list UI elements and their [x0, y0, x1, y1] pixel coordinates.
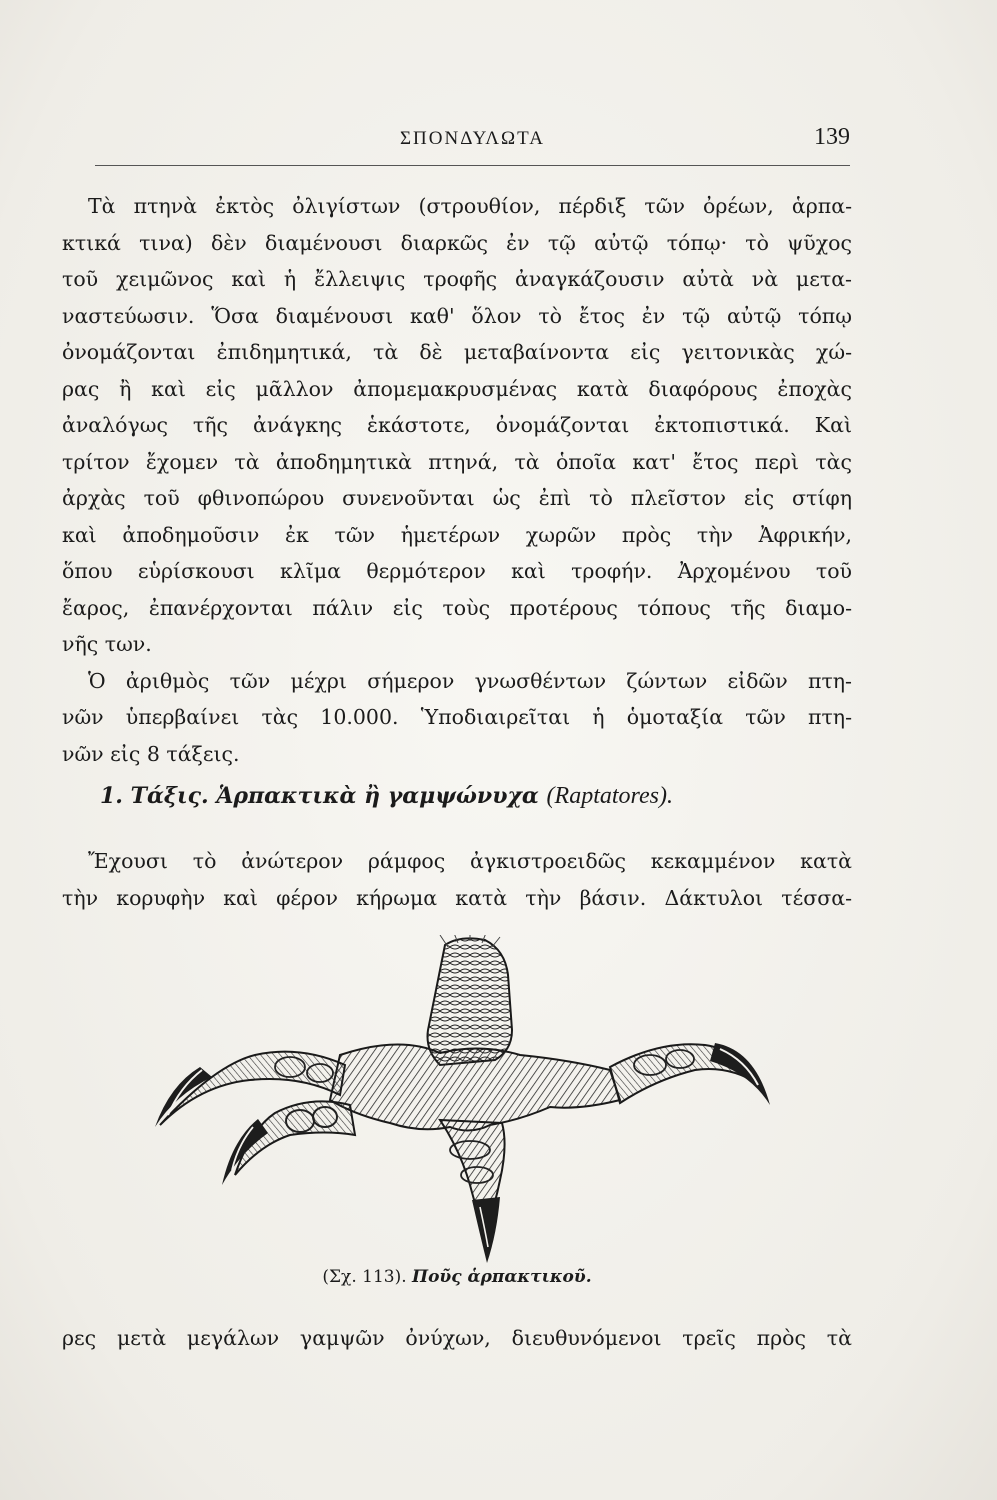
page-number: 139: [814, 124, 850, 150]
text-line: ναστεύωσιν. Ὅσα διαμένουσι καθ' ὅλον τὸ ἔτος ἐν τῷ αὐτῷ τόπῳ: [62, 303, 852, 328]
text-line: καὶ ἀποδημοῦσιν ἐκ τῶν ἡμετέρων χωρῶν πρὸς τὴν Ἀφρικήν,: [62, 522, 852, 547]
caption-number: (Σχ. 113).: [322, 1267, 407, 1287]
text-line: ὅπου εὑρίσκουσι κλῖμα θερμότερον καὶ τροφήν. Ἀρχομένου τοῦ: [62, 559, 852, 583]
paragraph-migration: [62, 188, 852, 663]
body-text: [62, 188, 852, 772]
continuation-text: [62, 1320, 852, 1357]
section-text: [62, 843, 852, 916]
header-rule: [95, 165, 850, 166]
text-line: τὴν κορυφὴν καὶ φέρον κήρωμα κατὰ τὴν βάσιν. Δάκτυλοι τέσσα-: [62, 885, 852, 910]
running-head: ΣΠΟΝΔΥΛΩΤΑ: [400, 128, 545, 149]
text-line: κτικά τινα) δὲν διαμένουσι διαρκῶς ἐν τῷ αὐτῷ τόπῳ· τὸ ψῦχος: [62, 230, 852, 255]
figure-caption: [62, 1265, 852, 1289]
text-line: ἔαρος, ἐπανέρχονται πάλιν εἰς τοὺς προτέρους τόπους τῆς διαμο-: [62, 595, 852, 620]
section-heading: [100, 778, 800, 814]
text-line: τρίτον ἔχομεν τὰ ἀποδημητικὰ πτηνά, τὰ ὁποῖα κατ' ἔτος περὶ τὰς: [62, 449, 852, 474]
text-line: Τὰ πτηνὰ ἐκτὸς ὀλιγίστων (στρουθίον, πέρδιξ τῶν ὀρέων, ἁρπα-: [88, 194, 852, 218]
section-heading-latin: (Raptatores).: [546, 783, 673, 809]
raptor-foot-illustration: [140, 935, 840, 1265]
caption-title: Ποῦς ἁρπακτικοῦ.: [412, 1267, 592, 1287]
text-line: Ἔχουσι τὸ ἀνώτερον ράμφος ἀγκιστροειδῶς κεκαμμένον κατὰ: [88, 849, 852, 873]
text-line: ὀνομάζονται ἐπιδημητικά, τὰ δὲ μεταβαίνοντα εἰς γειτονικὰς χώ-: [62, 340, 852, 364]
text-line: ρας ἢ καὶ εἰς μᾶλλον ἀπομεμακρυσμένας κατὰ διαφόρους ἐποχὰς: [62, 376, 852, 401]
text-line: ρες μετὰ μεγάλων γαμψῶν ὀνύχων, διευθυνόμενοι τρεῖς πρὸς τὰ: [62, 1326, 852, 1350]
text-line: ἀρχὰς τοῦ φθινοπώρου συνενοῦνται ὡς ἐπὶ τὸ πλεῖστον εἰς στίφη: [62, 486, 852, 510]
text-line: Ὁ ἀριθμὸς τῶν μέχρι σήμερον γνωσθέντων ζώντων εἰδῶν πτη-: [88, 668, 852, 693]
text-line: τοῦ χειμῶνος καὶ ἡ ἔλλειψις τροφῆς ἀναγκάζουσιν αὐτὰ νὰ μετα-: [62, 267, 852, 291]
raptor-foot-drawing: [140, 935, 840, 1265]
text-line: νῶν ὑπερβαίνει τὰς 10.000. Ὑποδιαιρεῖται ἡ ὁμοταξία τῶν πτη-: [62, 705, 852, 729]
text-line: νῶν εἰς 8 τάξεις.: [62, 741, 240, 766]
paragraph-species-count: [62, 663, 852, 773]
section-heading-greek: 1. Τάξις. Ἁρπακτικὰ ἢ γαμψώνυχα: [100, 783, 539, 809]
text-line: ἀναλόγως τῆς ἀνάγκης ἑκάστοτε, ὀνομάζονται ἐκτοπιστικά. Καὶ: [62, 413, 852, 437]
text-line: νῆς των.: [62, 632, 152, 656]
page-header: [95, 124, 850, 162]
